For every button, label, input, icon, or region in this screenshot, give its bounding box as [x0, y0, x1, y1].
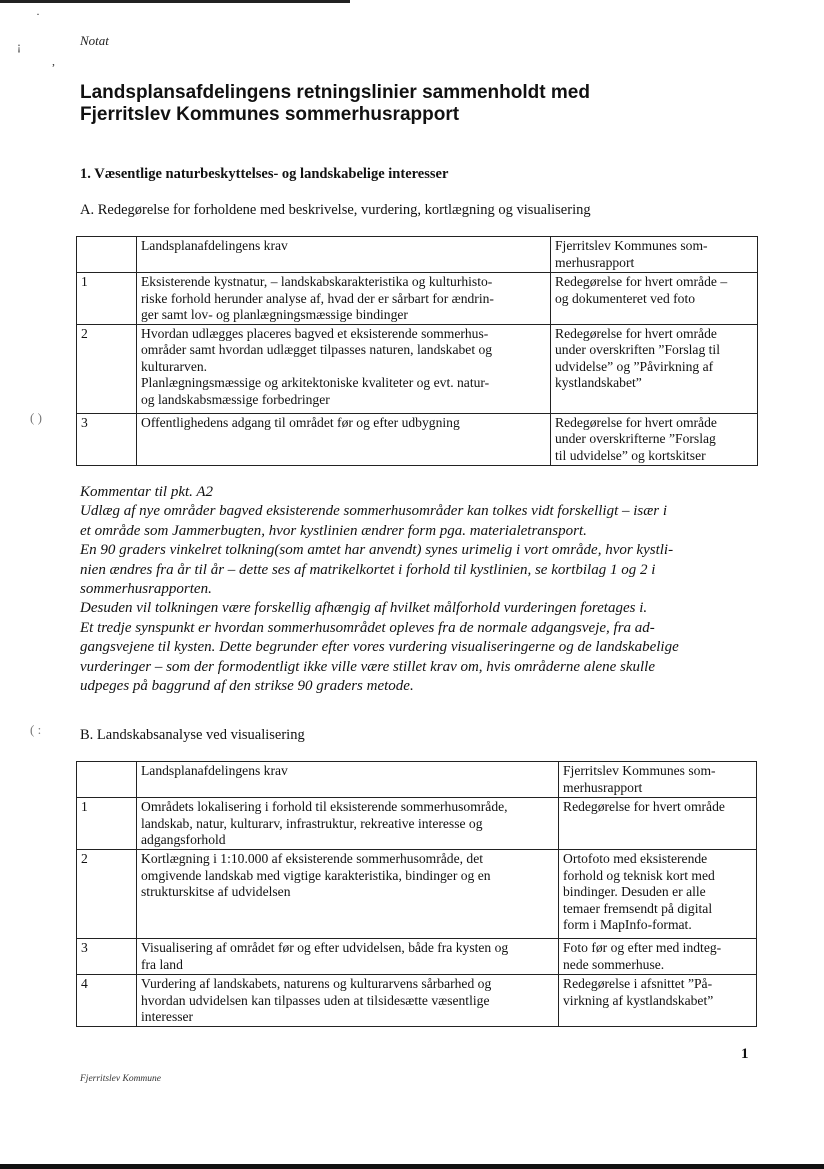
table-body — [77, 237, 758, 466]
table-row — [77, 273, 758, 325]
comment-line: udpeges på baggrund af den strikse 90 graders metode. — [80, 678, 414, 695]
cell-text-line: under overskrifterne ”Forslag — [555, 431, 716, 446]
cell-text-line: og dokumenteret ved foto — [555, 290, 696, 306]
cell-text-line: Vurdering af landskabets, naturens og kulturarvens sårbarhed og — [141, 976, 492, 991]
cell-text-line: Fjerritslev Kommunes som- — [555, 238, 708, 253]
cell-text-line: Offentlighedens adgang til området før og efter udbygning — [141, 414, 460, 430]
cell-text-line: Kortlægning i 1:10.000 af eksisterende sommerhusområde, det — [141, 851, 484, 866]
comment-line: En 90 graders vinkelret tolkning(som amtet har anvendt) synes urimelig i vort område, hvor kystli- — [80, 542, 674, 559]
response-cell — [559, 939, 757, 975]
title-line: Fjerritslev Kommunes sommerhusrapport — [80, 104, 460, 125]
document-title — [80, 82, 590, 126]
cell-text-line: Landsplanafdelingens krav — [141, 238, 288, 253]
cell-text-line: merhusrapport — [555, 254, 635, 270]
cell-text-line: områder samt hvordan udlægget tilpasses naturen, landskabet og — [141, 342, 493, 357]
cell-text-line: hvordan udvidelsen kan tilpasses uden at tilsidesætte væsentlige — [141, 992, 490, 1008]
table-row — [77, 324, 758, 413]
cell-text-line: til udvidelse” og kortskitser — [555, 447, 706, 463]
table-body — [77, 762, 757, 1027]
section-heading: 1. Væsentlige naturbeskyttelses- og landskabelige interesser — [80, 166, 449, 182]
cell-text-line: kystlandskabet” — [555, 375, 642, 390]
cell-text-line: Foto før og efter med indteg- — [563, 940, 722, 955]
comment-line: vurderinger – som der formodentligt ikke ville være stillet krav om, hvis områderne alene skulle — [80, 658, 656, 675]
row-number-cell: 1 — [77, 798, 137, 850]
cell-text-line: Landsplanafdelingens krav — [141, 763, 288, 778]
table-header-row — [77, 237, 758, 273]
header-cell-number — [77, 237, 137, 273]
cell-text-line: riske forhold herunder analyse af, hvad der er sårbart for ændrin- — [141, 290, 494, 306]
requirement-cell — [137, 798, 559, 850]
cell-text-line: temaer fremsendt på digital — [563, 900, 713, 916]
comment-line: Desuden vil tolkningen være forskellig afhængig af hvilket målforhold vurderingen foretages i. — [80, 600, 648, 617]
response-cell — [559, 798, 757, 850]
cell-text-line: Redegørelse for hvert område — [563, 799, 725, 814]
header-cell-response — [559, 762, 757, 798]
table-row — [77, 413, 758, 465]
scan-speck: · — [36, 7, 40, 21]
cell-text-line: Områdets lokalisering i forhold til eksisterende sommerhusområde, — [141, 799, 508, 814]
requirement-cell — [137, 413, 551, 465]
comment-heading: Kommentar til pkt. A2 — [80, 484, 214, 500]
cell-text-line: Eksisterende kystnatur, – landskabskarakteristika og kulturhisto- — [141, 274, 493, 289]
header-cell-number — [77, 762, 137, 798]
table-header-row — [77, 762, 757, 798]
cell-text-line: Fjerritslev Kommunes som- — [563, 763, 716, 778]
header-cell-requirement — [137, 762, 559, 798]
scan-speck: ¡ — [17, 39, 21, 53]
comment-line: Udlæg af nye områder bagved eksisterende sommerhusområder kan tolkes vidt forskelligt – især i — [80, 503, 668, 520]
header-cell-response — [551, 237, 758, 273]
cell-text-line: Ortofoto med eksisterende — [563, 851, 708, 866]
cell-text-line: under overskriften ”Forslag til — [555, 342, 720, 357]
cell-text-line: virkning af kystlandskabet” — [563, 992, 714, 1008]
cell-text-line: Redegørelse i afsnittet ”På- — [563, 976, 713, 991]
requirement-cell — [137, 324, 551, 413]
header-cell-requirement — [137, 237, 551, 273]
part-b-heading: B. Landskabsanalyse ved visualisering — [80, 727, 305, 743]
doc-type-label: Notat — [80, 33, 109, 48]
response-cell — [551, 324, 758, 413]
requirement-cell — [137, 939, 559, 975]
cell-text-line: Visualisering af området før og efter udvidelsen, både fra kysten og — [141, 940, 509, 955]
response-cell — [551, 413, 758, 465]
cell-text-line: Redegørelse for hvert område — [555, 414, 717, 430]
comment-line: Et tredje synspunkt er hvordan sommerhusområdet opleves fra de normale adgangsveje, fra ad- — [80, 619, 655, 636]
cell-text-line: Planlægningsmæssige og arkitektoniske kvaliteter og evt. natur- — [141, 375, 490, 390]
table-row — [77, 850, 757, 939]
cell-text-line: landskab, natur, kulturarv, infrastruktur, rekreative interesse og — [141, 815, 483, 831]
cell-text-line: og landskabsmæssige forbedringer — [141, 391, 330, 407]
requirement-cell — [137, 975, 559, 1027]
cell-text-line: Hvordan udlægges placeres bagved et eksisterende sommerhus- — [141, 325, 489, 341]
requirement-cell — [137, 850, 559, 939]
requirements-table-a — [76, 236, 758, 466]
cell-text-line: strukturskitse af udvidelsen — [141, 884, 291, 899]
table-row — [77, 798, 757, 850]
comment-line: et område som Jammerbugten, hvor kystlinien ændrer form pga. materialetransport. — [80, 522, 587, 539]
comment-block — [80, 483, 760, 696]
title-line: Landsplansafdelingens retningslinier sammenholdt med — [80, 82, 590, 103]
page-number: 1 — [741, 1046, 749, 1062]
table-row — [77, 975, 757, 1027]
cell-text-line: udvidelse” og ”Påvirkning af — [555, 358, 714, 374]
cell-text-line: nede sommerhuse. — [563, 956, 665, 972]
response-cell — [559, 975, 757, 1027]
table-row — [77, 939, 757, 975]
margin-hole-mark: ( : — [30, 722, 42, 737]
footer-text: Fjerritslev Kommune — [80, 1074, 162, 1084]
cell-text-line: interesser — [141, 1009, 194, 1024]
cell-text-line: form i MapInfo-format. — [563, 917, 692, 932]
comment-line: nien ændres fra år til år – dette ses af matrikelkortet i forhold til kystlinien, se kortbilag 1 og 2 i — [80, 561, 656, 578]
cell-text-line: ger samt lov- og planlægningsmæssige bindinger — [141, 307, 408, 322]
row-number-cell: 4 — [77, 975, 137, 1027]
cell-text-line: forhold og teknisk kort med — [563, 867, 715, 883]
row-number-cell: 1 — [77, 273, 137, 325]
comment-line: gangsvejene til kysten. Dette begrunder efter vores vurdering visualiseringerne og de landskabelige — [80, 639, 679, 656]
row-number-cell: 2 — [77, 324, 137, 413]
requirement-cell — [137, 273, 551, 325]
cell-text-line: Redegørelse for hvert område – — [555, 274, 728, 289]
cell-text-line: kulturarven. — [141, 358, 208, 374]
comment-line: sommerhusrapporten. — [80, 581, 212, 598]
cell-text-line: fra land — [141, 956, 183, 972]
requirements-table-b — [76, 761, 757, 1027]
scan-speck: , — [52, 54, 55, 68]
response-cell — [559, 850, 757, 939]
margin-hole-mark: ( ) — [30, 410, 42, 425]
cell-text-line: Redegørelse for hvert område — [555, 325, 717, 341]
row-number-cell: 3 — [77, 413, 137, 465]
part-a-heading: A. Redegørelse for forholdene med beskrivelse, vurdering, kortlægning og visualisering — [80, 202, 591, 218]
cell-text-line: adgangsforhold — [141, 832, 226, 847]
row-number-cell: 3 — [77, 939, 137, 975]
scan-edge-bottom — [0, 1164, 824, 1169]
cell-text-line: omgivende landskab med vigtige karakteristika, bindinger og en — [141, 867, 491, 883]
row-number-cell: 2 — [77, 850, 137, 939]
response-cell — [551, 273, 758, 325]
cell-text-line: merhusrapport — [563, 779, 643, 795]
cell-text-line: bindinger. Desuden er alle — [563, 884, 706, 899]
scan-edge-top — [0, 0, 824, 3]
